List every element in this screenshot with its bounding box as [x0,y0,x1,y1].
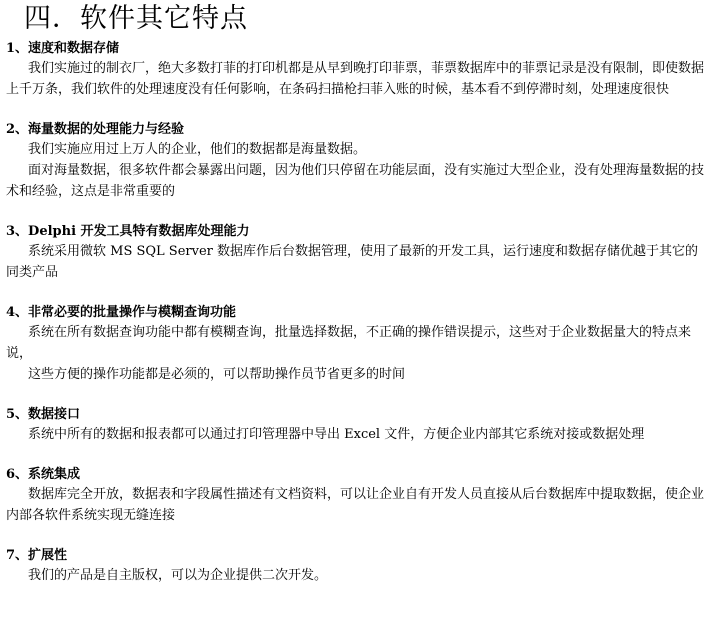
section-paragraph: 面对海量数据，很多软件都会暴露出问题，因为他们只停留在功能层面，没有实施过大型企业，没有处理海量数据的技术和经验，这点是非常重要的 [6,163,705,199]
section-paragraph: 系统采用微软 MS SQL Server 数据库作后台数据管理，使用了最新的开发工具，运行速度和数据存储优越于其它的同类产品 [6,244,699,280]
document [6,2,706,586]
section-massive-data [6,121,706,202]
section-heading: 6、系统集成 [6,467,81,482]
section-extensibility [6,547,706,586]
section-batch-fuzzy-query [6,304,706,385]
section-heading: 7、扩展性 [6,548,68,563]
page-title: 四．软件其它特点 [24,3,248,34]
section-paragraph: 我们实施应用过上万人的企业，他们的数据都是海量数据。 [28,142,367,157]
section-paragraph: 我们的产品是自主版权，可以为企业提供二次开发。 [28,568,328,583]
section-speed-storage [6,40,706,100]
section-paragraph: 数据库完全开放，数据表和字段属性描述有文档资料，可以让企业自有开发人员直接从后台数据库中提取数据，使企业内部各软件系统实现无缝连接 [6,487,705,523]
section-heading: 4、非常必要的批量操作与模糊查询功能 [6,305,237,320]
section-paragraph: 系统中所有的数据和报表都可以通过打印管理器中导出 Excel 文件，方便企业内部其它系统对接或数据处理 [28,427,645,442]
section-data-interface [6,406,706,445]
section-heading: 1、速度和数据存储 [6,41,120,56]
section-paragraph: 我们实施过的制衣厂，绝大多数打菲的打印机都是从早到晚打印菲票，菲票数据库中的菲票记录是没有限制，即使数据上千万条，我们软件的处理速度没有任何影响，在条码扫描枪扫菲入账的时候，基本看不到停滞时刻，处理速度很快 [6,61,705,97]
section-heading: 5、数据接口 [6,407,81,422]
section-heading: 2、海量数据的处理能力与经验 [6,122,185,137]
section-heading: 3、Delphi 开发工具特有数据库处理能力 [6,224,250,239]
section-paragraph: 这些方便的操作功能都是必须的，可以帮助操作员节省更多的时间 [28,367,406,382]
section-paragraph: 系统在所有数据查询功能中都有模糊查询，批量选择数据，不正确的操作错误提示，这些对于企业数据量大的特点来说， [6,325,692,361]
section-delphi [6,223,706,283]
section-system-integration [6,466,706,526]
